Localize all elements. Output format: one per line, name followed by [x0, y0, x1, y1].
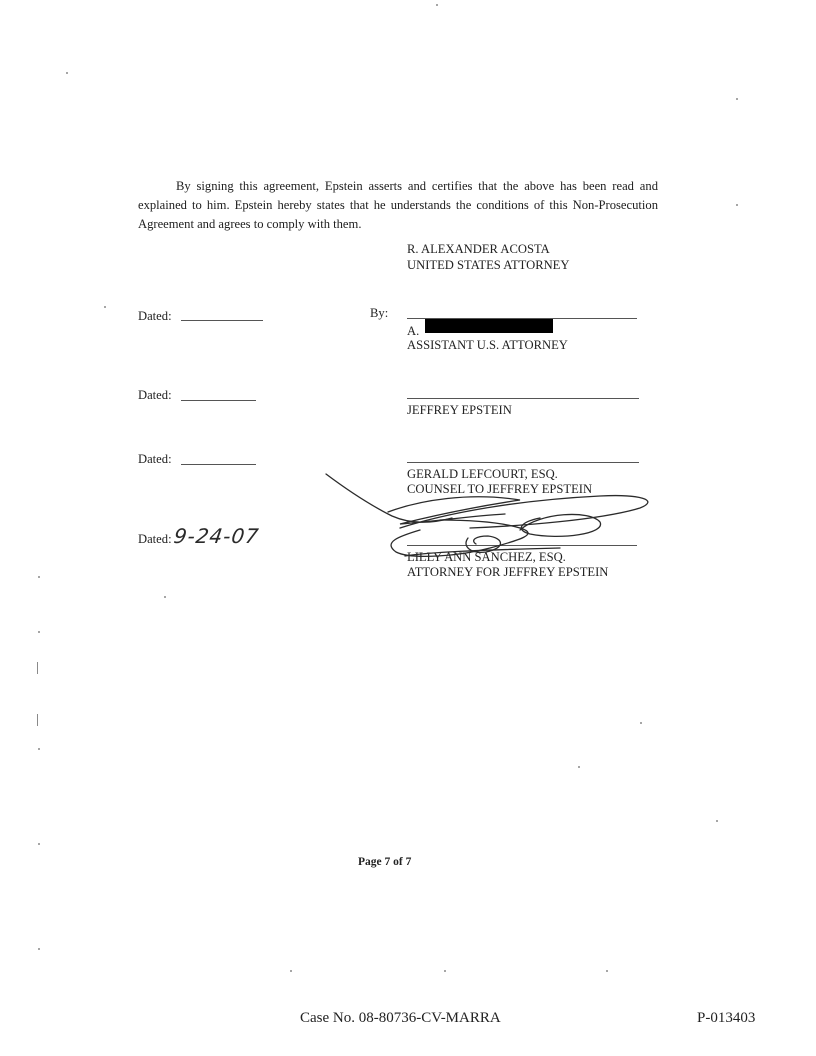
us-attorney-name: R. ALEXANDER ACOSTA	[407, 242, 550, 256]
redaction-box	[425, 319, 553, 333]
by-label: By:	[370, 306, 389, 320]
bates-number: P-013403	[697, 1010, 756, 1026]
dated-label: Dated:	[138, 309, 172, 323]
us-attorney-title: UNITED STATES ATTORNEY	[407, 258, 570, 272]
dated-label: Dated:	[138, 532, 172, 546]
signature-line	[407, 398, 639, 399]
date-blank-line	[181, 400, 256, 401]
epstein-name: JEFFREY EPSTEIN	[407, 403, 512, 417]
date-blank-line	[181, 320, 263, 321]
scan-speck	[578, 766, 580, 768]
case-number: Case No. 08-80736-CV-MARRA	[300, 1010, 501, 1026]
scan-speck	[38, 948, 40, 950]
scan-speck	[606, 970, 608, 972]
scan-speck	[104, 306, 106, 308]
dated-label: Dated:	[138, 388, 172, 402]
scan-speck	[38, 576, 40, 578]
signature-line	[407, 545, 637, 546]
sanchez-name: LILLY ANN SANCHEZ, ESQ.	[407, 550, 566, 564]
ausa-title: ASSISTANT U.S. ATTORNEY	[407, 338, 568, 352]
scan-speck	[37, 714, 38, 726]
date-blank-line	[181, 464, 256, 465]
sanchez-title: ATTORNEY FOR JEFFREY EPSTEIN	[407, 565, 609, 579]
page-number: Page 7 of 7	[358, 856, 412, 868]
scan-speck	[38, 748, 40, 750]
scan-speck	[444, 970, 446, 972]
scan-speck	[736, 204, 738, 206]
dated-label: Dated:	[138, 452, 172, 466]
scan-speck	[436, 4, 438, 6]
scan-speck	[66, 72, 68, 74]
ausa-initial: A.	[407, 324, 420, 338]
scan-speck	[290, 970, 292, 972]
scan-speck	[640, 722, 642, 724]
signature-line	[407, 462, 639, 463]
lefcourt-name: GERALD LEFCOURT, ESQ.	[407, 467, 558, 481]
scan-speck	[37, 662, 38, 674]
certification-paragraph: By signing this agreement, Epstein asserts and certifies that the above has been read and explained to him. Epstein hereby states that he understands the conditions of this Non-Prosecution Agreement and agrees to comply with them.	[138, 179, 658, 231]
scan-speck	[736, 98, 738, 100]
scan-speck	[164, 596, 166, 598]
scan-speck	[38, 631, 40, 633]
lefcourt-title: COUNSEL TO JEFFREY EPSTEIN	[407, 482, 593, 496]
scan-speck	[716, 820, 718, 822]
scan-speck	[38, 843, 40, 845]
handwritten-date: 9-24-07	[172, 524, 261, 548]
